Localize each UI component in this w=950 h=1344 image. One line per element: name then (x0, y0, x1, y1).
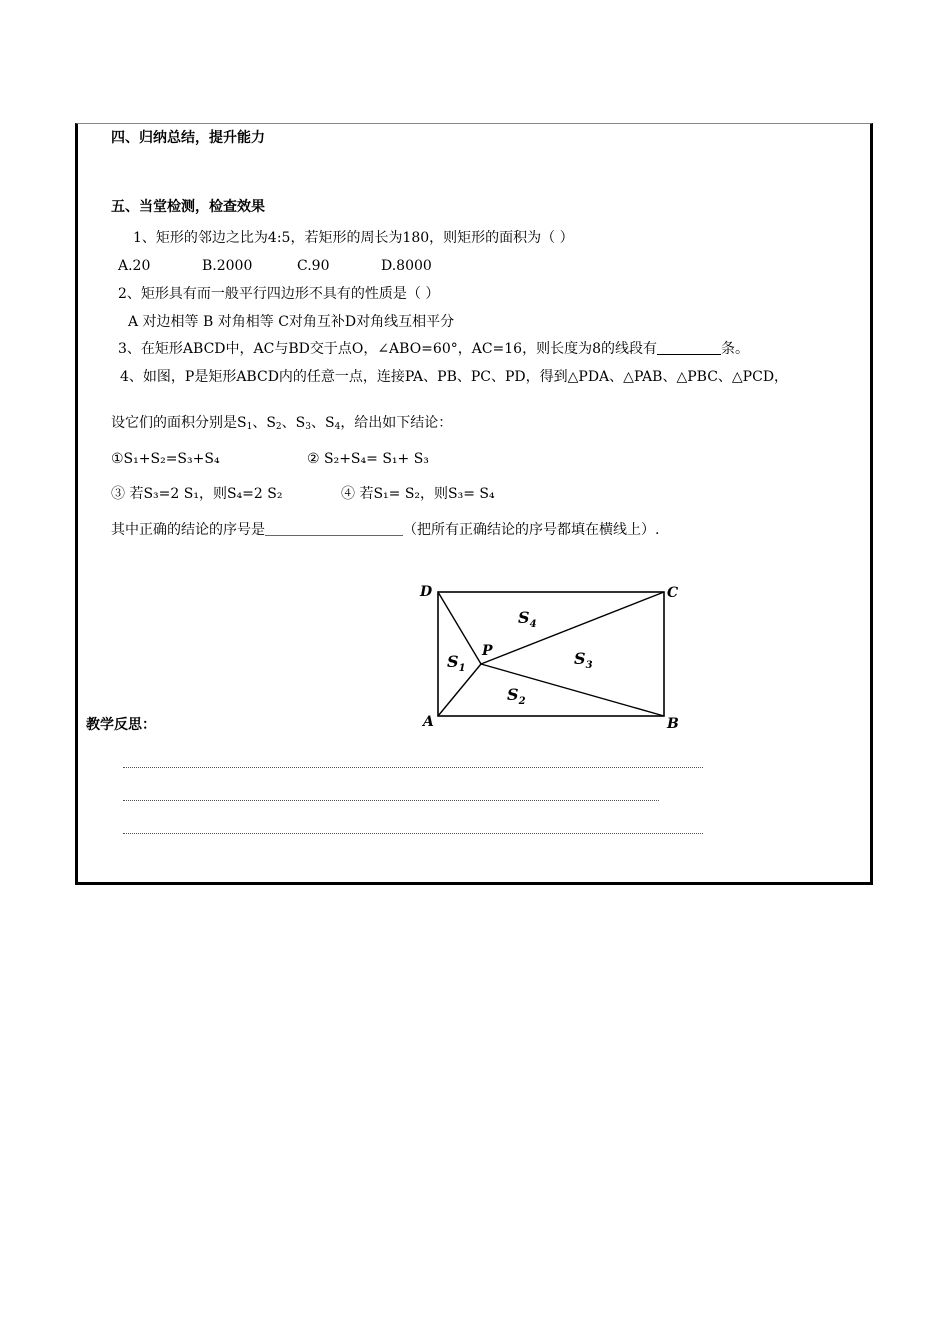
section4-heading: 四、归纳总结，提升能力 (111, 130, 265, 146)
q4-answer-line: 其中正确的结论的序号是 （把所有正确结论的序号都填在横线上）. (111, 522, 660, 538)
label-s4: $S_4$ (518, 608, 537, 630)
q3-answer-blank[interactable] (657, 340, 721, 355)
q1-option-d: D.8000 (381, 258, 432, 274)
q4-answer-blank[interactable] (265, 521, 403, 536)
q2-options: A 对边相等 B 对角相等 C对角互补D对角线互相平分 (128, 314, 455, 330)
conclusion-1: ①S₁+S₂=S₃+S₄ (111, 451, 220, 467)
reflection-line-2[interactable] (123, 800, 659, 801)
conclusion-2: ② S₂+S₄= S₁+ S₃ (307, 451, 429, 467)
reflection-heading: 教学反思： (86, 717, 156, 733)
q1-option-a: A.20 (118, 258, 151, 274)
q4-areas-line: 设它们的面积分别是$S_1$、$S_2$、$S_3$、$S_4$，给出如下结论： (111, 415, 453, 432)
q1-option-c: C.90 (297, 258, 330, 274)
segment-pd (438, 592, 481, 664)
reflection-line-1[interactable] (123, 767, 703, 768)
rectangle-abcd (438, 592, 664, 716)
label-s2: $S_2$ (507, 685, 526, 707)
question-1: 1、矩形的邻边之比为4:5，若矩形的周长为180，则矩形的面积为（ ） (133, 230, 574, 246)
question-2: 2、矩形具有而一般平行四边形不具有的性质是（ ） (118, 286, 440, 302)
conclusion-4: ④ 若S₁= S₂，则S₃= S₄ (341, 486, 495, 502)
q3-text: 3、在矩形ABCD中，AC与BD交于点O，∠ABO=60°，AC=16，则长度为8的线段有 (118, 341, 657, 357)
q3-tail: 条。 (721, 341, 749, 357)
conclusion-3: ③ 若S₃=2 S₁，则S₄=2 S₂ (111, 486, 283, 502)
q1-option-b: B.2000 (202, 258, 253, 274)
label-p: P (482, 643, 493, 659)
segment-pc (481, 592, 664, 664)
question-3 (118, 340, 749, 358)
question-4: 4、如图，P是矩形ABCD内的任意一点，连接PA、PB、PC、PD，得到△PDA、△PAB、△PBC、△PCD， (120, 369, 789, 385)
label-b: B (667, 716, 679, 732)
label-s3: $S_3$ (574, 649, 593, 671)
label-c: C (667, 585, 679, 601)
section5-heading: 五、当堂检测，检查效果 (111, 199, 265, 215)
label-a: A (423, 714, 434, 730)
label-d: D (420, 584, 433, 600)
label-s1: $S_1$ (447, 652, 466, 674)
reflection-line-3[interactable] (123, 833, 703, 834)
rectangle-figure (418, 578, 688, 740)
